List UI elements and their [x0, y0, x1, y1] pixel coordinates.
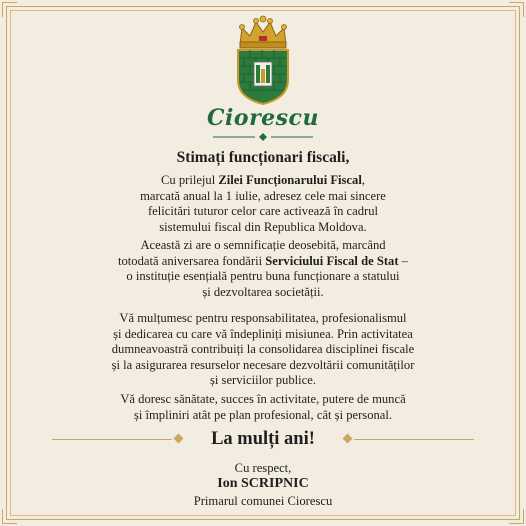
corner-ornament: [2, 509, 17, 524]
closing-wish: La mulți ani!: [211, 429, 315, 449]
signer-name: Ion SCRIPNIC: [217, 476, 309, 491]
crown-icon: [240, 16, 287, 48]
paragraph-line: Această zi are o semnificație deosebită, marcând: [140, 238, 386, 252]
paragraph-line: și împliniri atât pe plan profesional, cât și personal.: [133, 407, 393, 422]
title-ornament: [203, 132, 323, 142]
emphasis-text: Zilei Funcționarului Fiscal: [218, 173, 362, 187]
paragraph-line: și dezvoltarea societății.: [202, 284, 324, 299]
corner-ornament: [2, 2, 17, 17]
paragraph-line: totodată aniversarea fondării Serviciului Fiscal de Stat –: [118, 253, 408, 268]
paragraph-line: și dedicarea cu care vă îndepliniți misiunea. Prin activitatea: [113, 326, 413, 341]
paragraph-1: [40, 173, 486, 235]
closing-block: [0, 425, 526, 453]
paragraph-line: Vă mulțumesc pentru responsabilitatea, profesionalismul: [119, 311, 407, 325]
paragraph-line: și la asigurarea resurselor necesare dezvoltării comunităților: [111, 357, 415, 372]
paragraph-line: Cu prilejul Zilei Funcționarului Fiscal,: [161, 173, 365, 187]
emblem-name: Ciorescu: [207, 105, 319, 131]
paragraph-line: și serviciilor publice.: [210, 373, 316, 387]
paragraph-2: [40, 238, 486, 300]
divider: [354, 439, 474, 440]
sign-off: Cu respect,: [234, 461, 292, 475]
paragraph-4: [40, 392, 486, 423]
paragraph-line: marcată anual la 1 iulie, adresez cele mai sincere: [140, 188, 386, 203]
paragraph-line: felicitări tuturor celor care activează în cadrul: [147, 204, 379, 218]
signer-role: Primarul comunei Ciorescu: [193, 494, 333, 508]
corner-ornament: [509, 2, 524, 17]
emphasis-text: Serviciului Fiscal de Stat: [265, 253, 399, 268]
paragraph-line: sistemului fiscal din Republica Moldova.: [159, 219, 367, 234]
paragraph-line: o instituție esențială pentru buna funcționare a statului: [126, 269, 400, 283]
coat-of-arms-icon: [228, 14, 298, 106]
letter-greeting: Stimați funcționari fiscali,: [176, 149, 350, 166]
paragraph-3: [40, 311, 486, 389]
paragraph-line: Vă doresc sănătate, succes în activitate, putere de muncă: [120, 392, 406, 406]
corner-ornament: [509, 509, 524, 524]
divider: [52, 439, 172, 440]
paragraph-line: dumneavoastră contribuiți la consolidarea disciplinei fiscale: [111, 342, 415, 356]
